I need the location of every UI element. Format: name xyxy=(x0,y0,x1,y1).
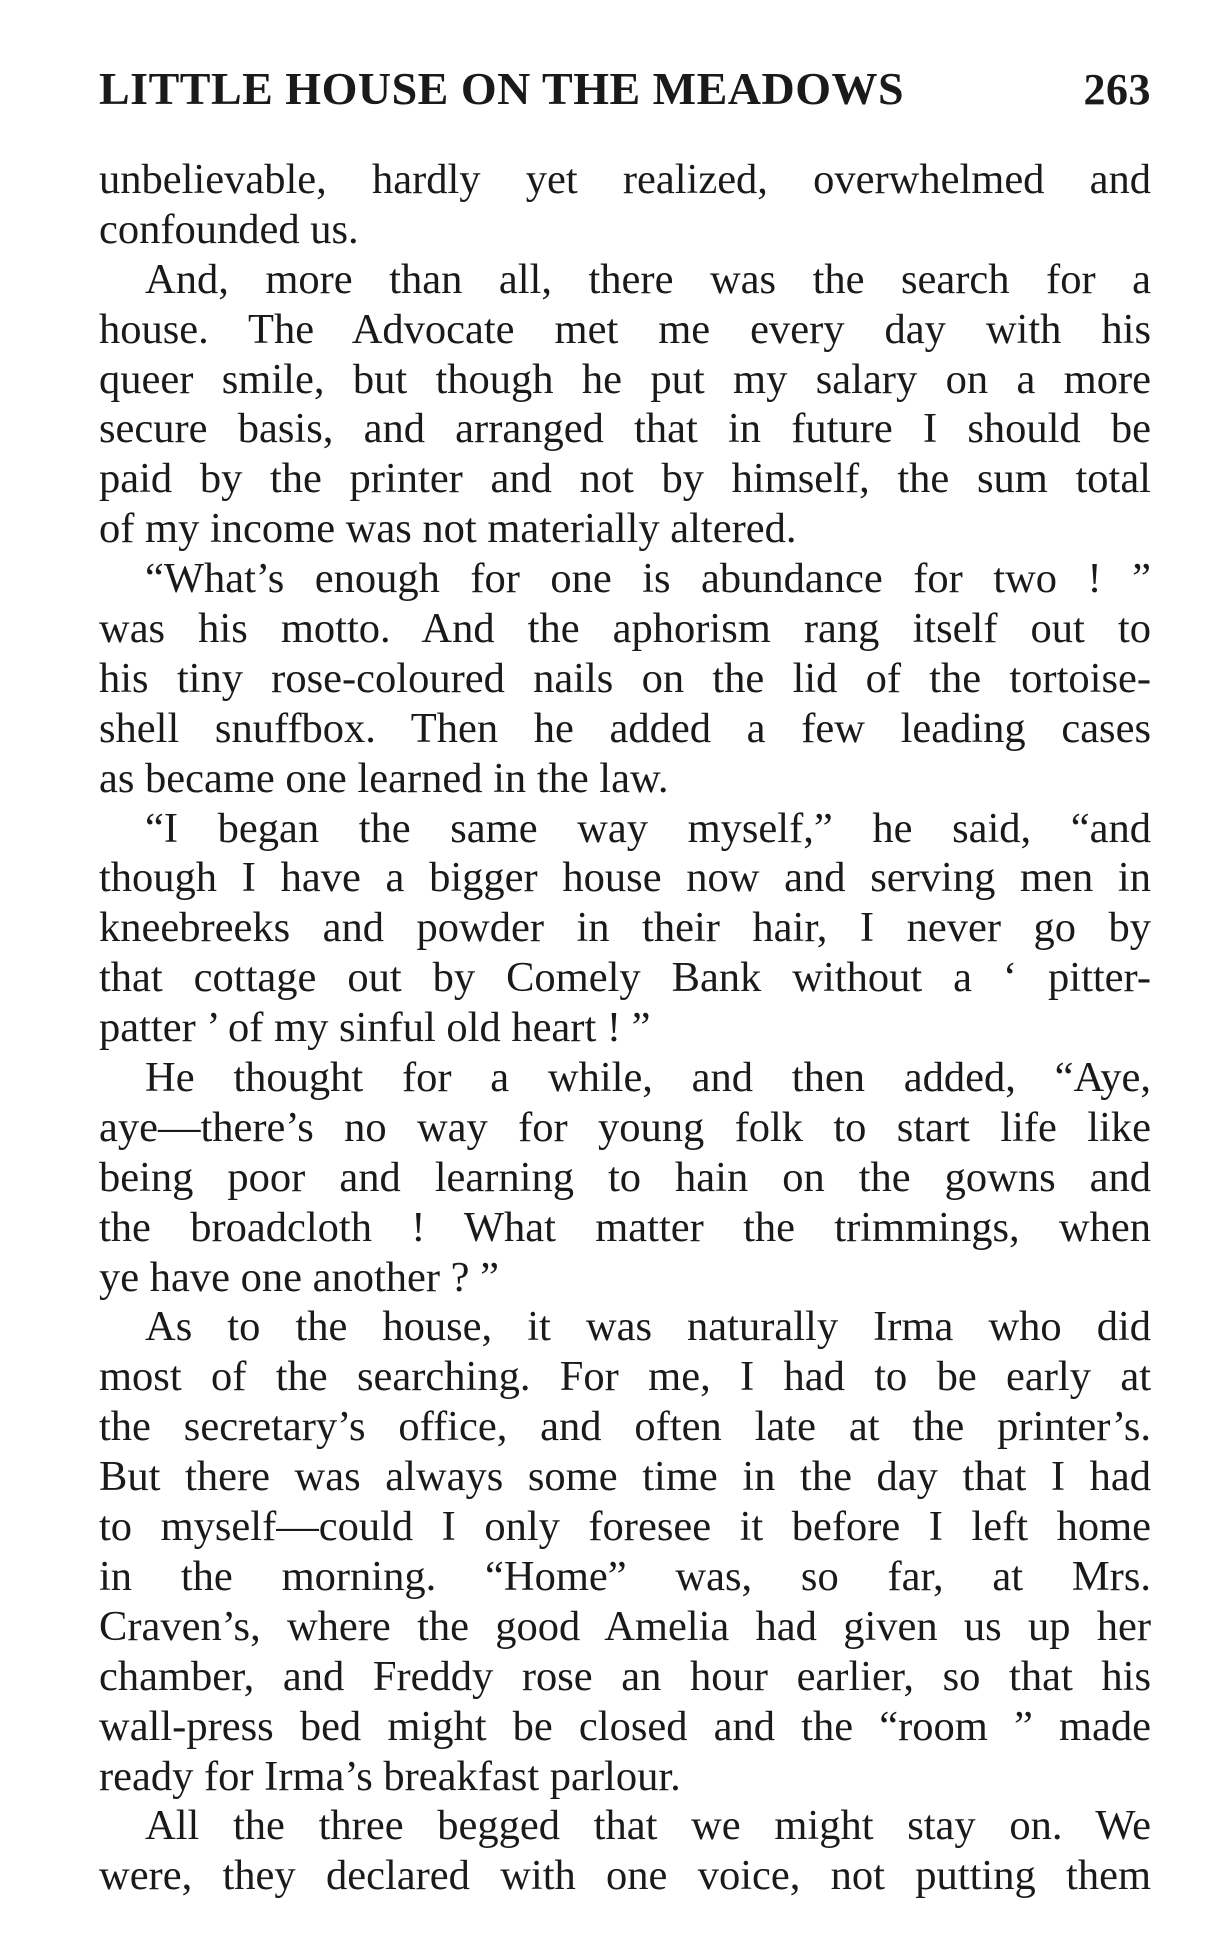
text-line: were, they declared with one voice, not putting them xyxy=(99,1852,1151,1900)
text-line: house. The Advocate met me every day with his xyxy=(99,305,1151,353)
text-line: confounded us. xyxy=(99,205,359,253)
text-line: “I began the same way myself,” he said, “and xyxy=(145,804,1151,852)
text-line: the secretary’s office, and often late at the printer’s. xyxy=(99,1403,1151,1451)
text-line: ready for Irma’s breakfast parlour. xyxy=(99,1752,681,1800)
text-line: shell snuffbox. Then he added a few leading cases xyxy=(99,704,1151,752)
text-line: He thought for a while, and then added, “Aye, xyxy=(145,1054,1151,1102)
running-title: LITTLE HOUSE ON THE MEADOWS xyxy=(99,63,905,114)
text-line: Craven’s, where the good Amelia had given us up her xyxy=(99,1602,1151,1650)
text-line: aye—there’s no way for young folk to start life like xyxy=(99,1103,1151,1151)
text-line: unbelievable, hardly yet realized, overwhelmed and xyxy=(99,156,1151,203)
text-line: that cottage out by Comely Bank without a ‘ pitter- xyxy=(99,954,1151,1002)
text-line: in the morning. “Home” was, so far, at Mrs. xyxy=(99,1552,1151,1600)
text-line: ye have one another ? ” xyxy=(99,1253,499,1301)
text-line: “What’s enough for one is abundance for two ! ” xyxy=(145,555,1151,603)
text-line: most of the searching. For me, I had to be early at xyxy=(99,1353,1151,1401)
text-line: his tiny rose-coloured nails on the lid of the tortoise- xyxy=(99,654,1151,702)
text-line: patter ’ of my sinful old heart ! ” xyxy=(99,1004,651,1052)
text-line: as became one learned in the law. xyxy=(99,754,669,802)
text-line: But there was always some time in the day that I had xyxy=(99,1453,1151,1501)
body-text xyxy=(99,155,1151,1901)
text-line: And, more than all, there was the search for a xyxy=(145,255,1151,303)
text-line: secure basis, and arranged that in future I should be xyxy=(99,405,1151,453)
text-line: was his motto. And the aphorism rang itself out to xyxy=(99,605,1151,653)
text-line: paid by the printer and not by himself, the sum total xyxy=(99,455,1151,503)
text-line: to myself—could I only foresee it before I left home xyxy=(99,1503,1151,1551)
text-line: being poor and learning to hain on the gowns and xyxy=(99,1153,1151,1201)
text-line: All the three begged that we might stay on. We xyxy=(145,1802,1151,1850)
text-line: kneebreeks and powder in their hair, I never go by xyxy=(99,904,1151,952)
page-number: 263 xyxy=(1083,65,1151,114)
text-line: As to the house, it was naturally Irma who did xyxy=(145,1303,1151,1351)
text-line: though I have a bigger house now and serving men in xyxy=(99,854,1151,902)
text-line: wall-press bed might be closed and the “room ” made xyxy=(99,1702,1151,1750)
text-line: the broadcloth ! What matter the trimmings, when xyxy=(99,1203,1151,1251)
text-line: chamber, and Freddy rose an hour earlier, so that his xyxy=(99,1652,1151,1700)
running-head xyxy=(99,62,1151,122)
text-line: queer smile, but though he put my salary on a more xyxy=(99,355,1151,403)
text-line: of my income was not materially altered. xyxy=(99,505,797,553)
